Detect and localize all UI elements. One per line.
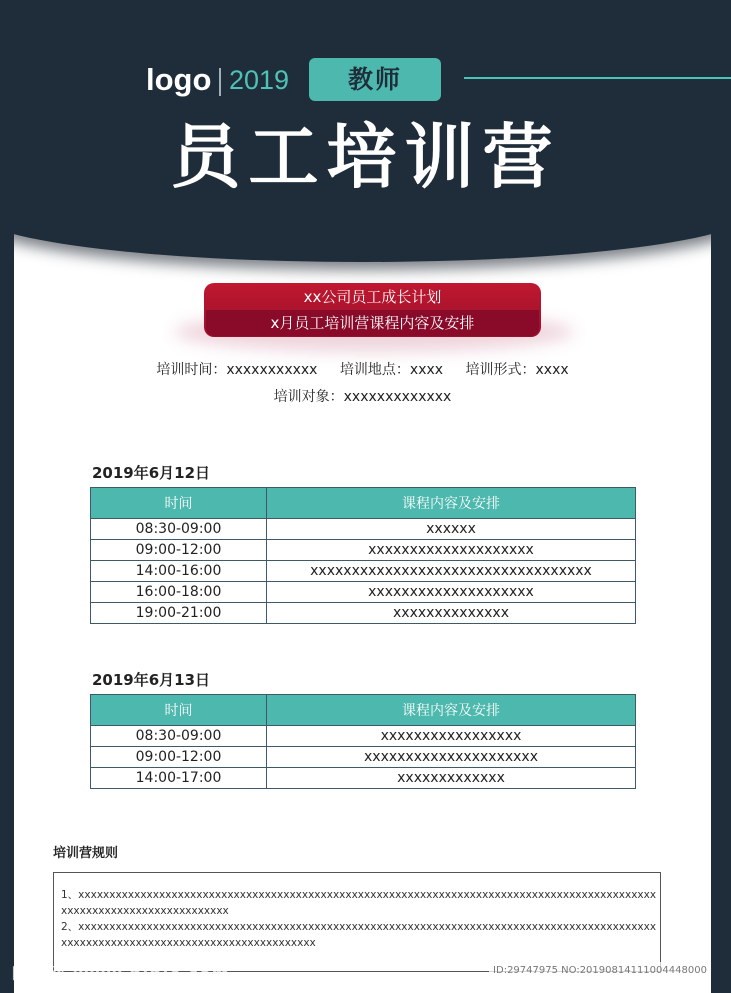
training-info	[14, 359, 711, 379]
table-header-row	[91, 695, 636, 726]
table-row	[91, 726, 636, 747]
column-header-content: 课程内容及安排	[267, 695, 636, 726]
header-curve	[14, 232, 711, 262]
header	[0, 0, 731, 232]
header-rule	[464, 77, 731, 79]
plan-banner	[204, 283, 541, 337]
training-place: 培训地点：xxxx	[339, 362, 444, 378]
table-row	[91, 540, 636, 561]
day-1-schedule-table	[90, 487, 636, 624]
content-cell: xxxxxxxxxxxxxxxxxxxx	[267, 582, 636, 603]
day-2-schedule-table	[90, 694, 636, 789]
day-1-date: 2019年6月12日	[92, 464, 211, 482]
site-watermark: 昵图网 www.nipic.com	[12, 965, 231, 985]
content-cell: xxxxxxxxxxxxx	[267, 768, 636, 789]
rule-item-2: 2、xxxxxxxxxxxxxxxxxxxxxxxxxxxxxxxxxxxxxxxxxxxxxxxxxxxxxxxxxxxxxxxxxxxxxxxxxxxxxxxxxxxxxxxxxxxxxxxxxxxxxxxxxxxxxxxxxxxxxxxxxxxxxxxxxxxxxx	[61, 921, 657, 949]
logo-text: logo	[146, 62, 212, 97]
image-id-strip: ID:29747975 NO:20190814111004448000	[489, 962, 711, 980]
column-header-time: 时间	[91, 695, 267, 726]
content-sheet	[14, 232, 711, 993]
table-row	[91, 603, 636, 624]
table-row	[91, 747, 636, 768]
time-cell: 09:00-12:00	[91, 747, 267, 768]
day-2-date: 2019年6月13日	[92, 671, 211, 689]
table-row	[91, 768, 636, 789]
content-cell: xxxxxxxxxxxxxx	[267, 603, 636, 624]
banner-line-1: xx公司员工成长计划	[303, 288, 442, 306]
time-cell: 14:00-16:00	[91, 561, 267, 582]
table-header-row	[91, 488, 636, 519]
training-time: 培训时间：xxxxxxxxxxx	[156, 362, 318, 378]
page-title: 员工培训营	[170, 116, 561, 198]
content-cell: xxxxxxxxxxxxxxxxx	[267, 726, 636, 747]
column-header-time: 时间	[91, 488, 267, 519]
table-row	[91, 519, 636, 540]
rules-box	[53, 872, 661, 972]
teacher-badge: 教师	[309, 58, 441, 101]
banner-line-2: x月员工培训营课程内容及安排	[206, 310, 539, 336]
time-cell: 16:00-18:00	[91, 582, 267, 603]
training-form: 培训形式：xxxx	[465, 362, 569, 378]
time-cell: 14:00-17:00	[91, 768, 267, 789]
content-cell: xxxxxxxxxxxxxxxxxxxxxxxxxxxxxxxxxx	[267, 561, 636, 582]
time-cell: 09:00-12:00	[91, 540, 267, 561]
content-cell: xxxxxx	[267, 519, 636, 540]
training-target: 培训对象：xxxxxxxxxxxxx	[273, 389, 452, 405]
year-text: 2019	[229, 65, 290, 95]
rules-heading: 培训营规则	[53, 846, 119, 861]
content-cell: xxxxxxxxxxxxxxxxxxxx	[267, 540, 636, 561]
time-cell: 08:30-09:00	[91, 519, 267, 540]
content-cell: xxxxxxxxxxxxxxxxxxxxx	[267, 747, 636, 768]
rule-item-1: 1、xxxxxxxxxxxxxxxxxxxxxxxxxxxxxxxxxxxxxxxxxxxxxxxxxxxxxxxxxxxxxxxxxxxxxxxxxxxxxxxxxxxxxxxxxxxxxxxxxxxxxxxxxxxxxxxxxxxxxxxx	[61, 889, 657, 917]
time-cell: 08:30-09:00	[91, 726, 267, 747]
column-header-content: 课程内容及安排	[267, 488, 636, 519]
logo-divider	[219, 68, 221, 96]
table-row	[91, 561, 636, 582]
time-cell: 19:00-21:00	[91, 603, 267, 624]
table-row	[91, 582, 636, 603]
